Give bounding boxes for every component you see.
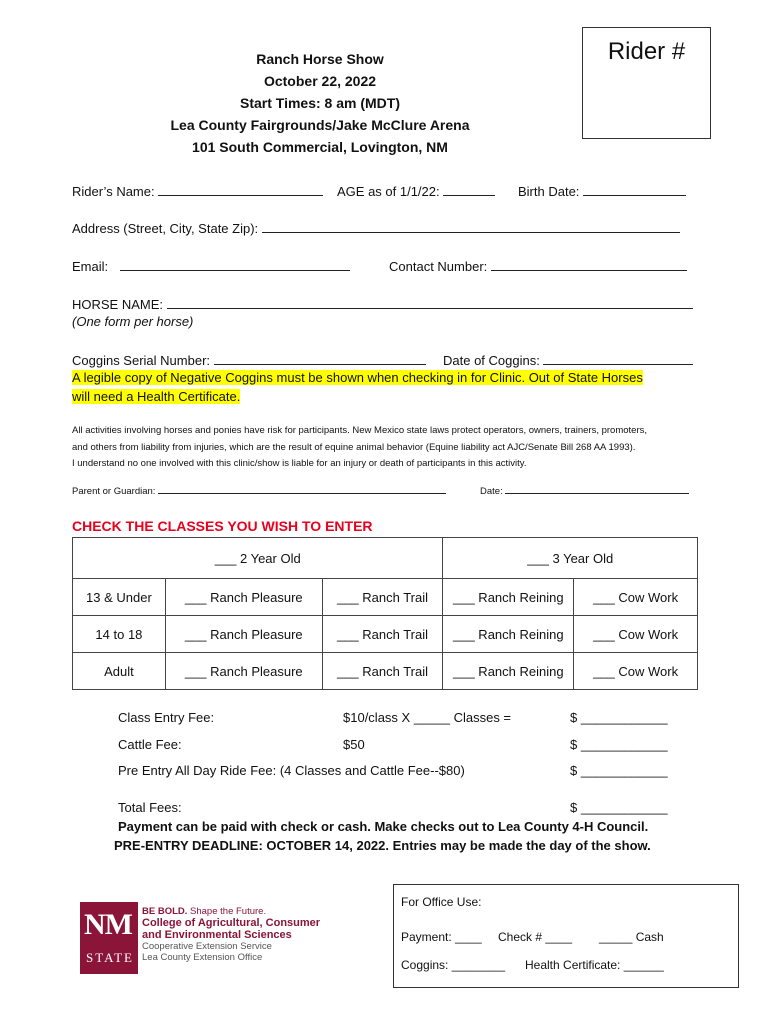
office-payment-field[interactable]: Payment: ____ (401, 930, 482, 944)
coggins-date-field[interactable] (443, 351, 693, 368)
ranch-reining-option[interactable]: ___ Ranch Reining (443, 579, 574, 616)
event-title: Ranch Horse Show (256, 51, 384, 67)
pre-entry-deadline: PRE-ENTRY DEADLINE: OCTOBER 14, 2022. Entries may be made the day of the show. (114, 838, 651, 853)
pre-entry-fee-label: Pre Entry All Day Ride Fee: (4 Classes and Cattle Fee--$80) (118, 763, 465, 778)
ranch-trail-option[interactable]: ___ Ranch Trail (322, 579, 443, 616)
classes-title: CHECK THE CLASSES YOU WISH TO ENTER (72, 518, 373, 534)
ranch-reining-option[interactable]: ___ Ranch Reining (443, 616, 574, 653)
address-label: Address (Street, City, State Zip): (72, 221, 259, 236)
cow-work-option[interactable]: ___ Cow Work (574, 579, 698, 616)
coggins-notice-2: will need a Health Certificate. (72, 389, 241, 404)
table-row (73, 653, 698, 690)
start-times: Start Times: 8 am (MDT) (240, 95, 400, 111)
total-fees-amount[interactable]: $ ____________ (570, 800, 668, 815)
venue-address: 101 South Commercial, Lovington, NM (192, 139, 448, 155)
cattle-fee-amount[interactable]: $ ____________ (570, 737, 668, 752)
office-use-box (393, 884, 739, 988)
parent-guardian-line (158, 484, 446, 494)
waiver-date-line (505, 484, 689, 494)
contact-number-label: Contact Number: (389, 259, 488, 274)
parent-guardian-field[interactable] (72, 484, 446, 497)
waiver-date-label: Date: (480, 486, 503, 497)
waiver-line-1: All activities involving horses and ponies have risk for participants. New Mexico state laws protect operators, owners, trainers, promoters, (72, 425, 647, 436)
event-date: October 22, 2022 (263, 73, 377, 89)
class-entry-fee-label: Class Entry Fee: (118, 710, 215, 725)
coggins-serial-label: Coggins Serial Number: (72, 353, 211, 368)
ranch-trail-option[interactable]: ___ Ranch Trail (322, 616, 443, 653)
class-rate-field[interactable]: $10/class X _____ Classes = (343, 710, 512, 725)
table-row (73, 616, 698, 653)
ranch-pleasure-option[interactable]: ___ Ranch Pleasure (165, 653, 322, 690)
email-line (120, 257, 350, 271)
birth-date-field[interactable] (518, 182, 686, 199)
total-fees-label: Total Fees: (118, 800, 182, 815)
coggins-notice-1: A legible copy of Negative Coggins must be shown when checking in for Clinic. Out of State Horses (72, 370, 643, 385)
venue: Lea County Fairgrounds/Jake McClure Arena (170, 117, 470, 133)
riders-name-label: Rider’s Name: (72, 184, 155, 199)
payment-note: Payment can be paid with check or cash. Make checks out to Lea County 4-H Council. (118, 819, 649, 834)
age-group-label: 13 & Under (73, 579, 166, 616)
address-line (262, 219, 680, 233)
waiver-date-field[interactable] (480, 484, 689, 497)
office-coggins-field[interactable]: Coggins: ________ (401, 958, 506, 972)
nmsu-logo (80, 902, 360, 978)
cattle-fee-value: $50 (343, 737, 365, 752)
waiver-line-2: and others from liability from injuries, which are the result of equine animal behavior (Equine liability act AJC/Senate Bill 268 AA 1993). (72, 442, 636, 453)
ranch-reining-option[interactable]: ___ Ranch Reining (443, 653, 574, 690)
office-check-field[interactable]: Check # ____ (498, 930, 573, 944)
class-fee-amount[interactable]: $ ____________ (570, 710, 668, 725)
ranch-pleasure-option[interactable]: ___ Ranch Pleasure (165, 616, 322, 653)
age-field[interactable] (337, 182, 495, 199)
office-health-certificate-field[interactable]: Health Certificate: ______ (525, 958, 664, 972)
nm-state-mark: NM STATE (80, 902, 138, 974)
one-form-note: (One form per horse) (72, 314, 194, 329)
riders-name-line (158, 182, 323, 196)
cow-work-option[interactable]: ___ Cow Work (574, 653, 698, 690)
cow-work-option[interactable]: ___ Cow Work (574, 616, 698, 653)
email-field[interactable] (72, 257, 350, 274)
coggins-date-line (543, 351, 693, 365)
contact-number-field[interactable] (389, 257, 687, 274)
age-group-label: Adult (73, 653, 166, 690)
logo-text: BE BOLD. Shape the Future. College of Agricultural, Consumer and Environmental Sciences Cooperative Extension Service Lea County Extension Office (142, 906, 321, 963)
email-label: Email: (72, 259, 109, 274)
birth-date-line (583, 182, 686, 196)
three-year-old-option[interactable]: ___ 3 Year Old (443, 538, 698, 579)
coggins-date-label: Date of Coggins: (443, 353, 540, 368)
age-group-label: 14 to 18 (73, 616, 166, 653)
classes-table (72, 537, 698, 690)
horse-name-line (167, 295, 693, 309)
office-cash-field[interactable]: _____ Cash (599, 930, 664, 944)
ranch-pleasure-option[interactable]: ___ Ranch Pleasure (165, 579, 322, 616)
two-year-old-option[interactable]: ___ 2 Year Old (73, 538, 443, 579)
parent-guardian-label: Parent or Guardian: (72, 486, 156, 497)
pre-entry-fee-amount[interactable]: $ ____________ (570, 763, 668, 778)
contact-number-line (491, 257, 687, 271)
address-field[interactable] (72, 219, 680, 236)
rider-number-box[interactable] (582, 27, 711, 139)
birth-date-label: Birth Date: (518, 184, 580, 199)
ranch-trail-option[interactable]: ___ Ranch Trail (322, 653, 443, 690)
table-row (73, 579, 698, 616)
office-use-title: For Office Use: (401, 895, 482, 909)
riders-name-field[interactable] (72, 182, 323, 199)
coggins-serial-line (214, 351, 426, 365)
age-line (443, 182, 495, 196)
horse-name-label: HORSE NAME: (72, 297, 164, 312)
rider-number-label: Rider # (607, 38, 686, 65)
age-label: AGE as of 1/1/22: (337, 184, 440, 199)
horse-name-field[interactable] (72, 295, 693, 312)
cattle-fee-label: Cattle Fee: (118, 737, 182, 752)
coggins-serial-field[interactable] (72, 351, 426, 368)
waiver-line-3: I understand no one involved with this clinic/show is liable for an injury or death of participants in this activity. (72, 458, 527, 469)
